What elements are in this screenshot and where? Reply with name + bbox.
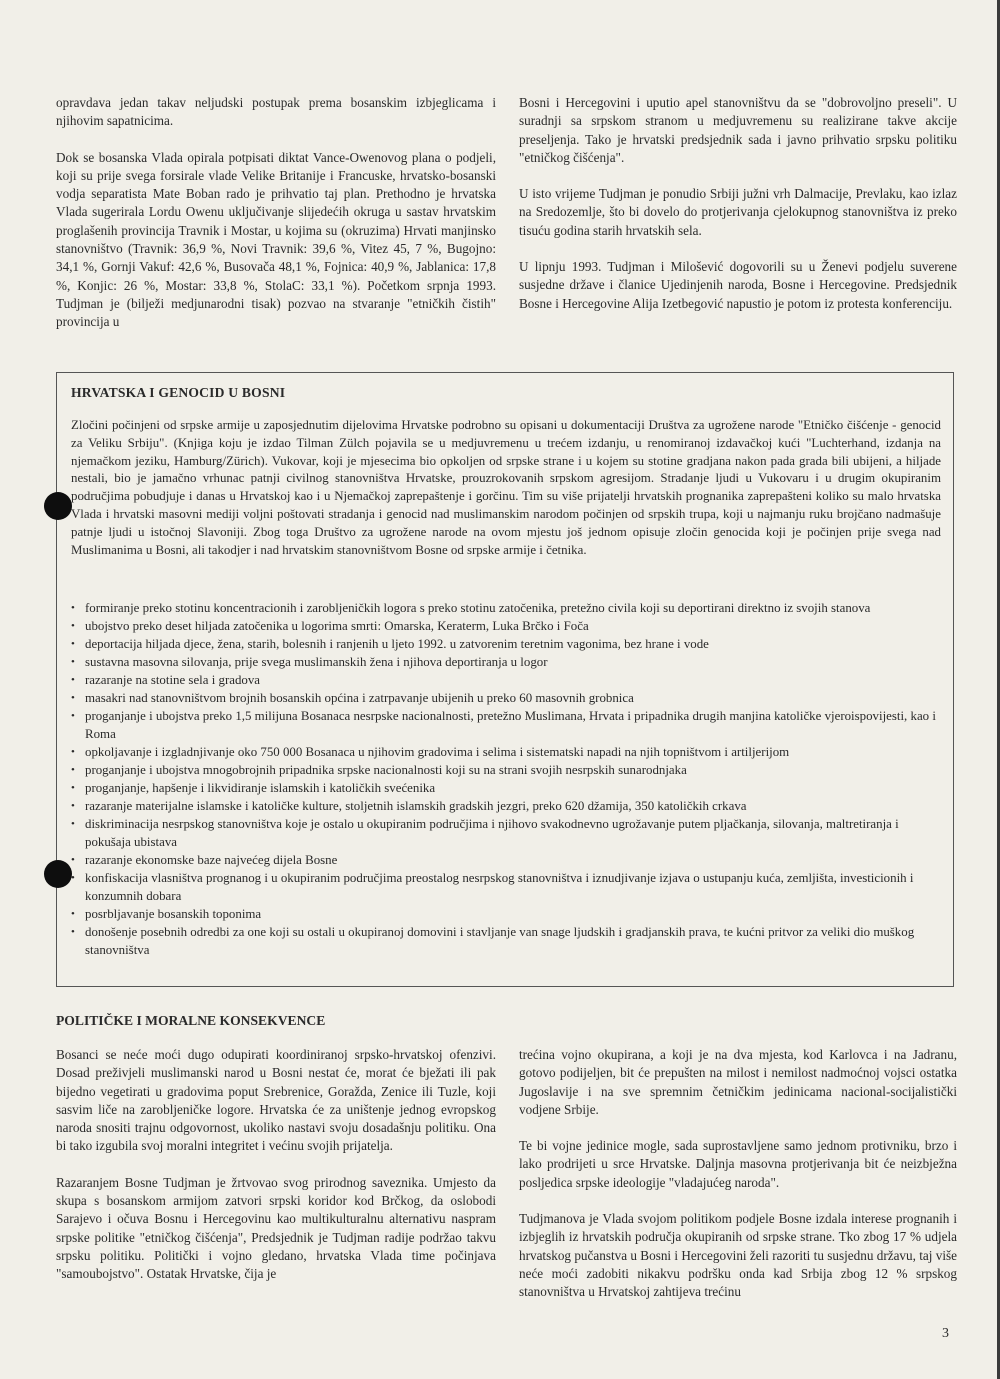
list-item: • donošenje posebnih odredbi za one koji su ostali u okupiranoj domovini i stavljanje van snage ljudskih i gradjanskih prava, te kućni pritvor za veliki dio muškog stanovništva: [71, 923, 943, 959]
list-item: • proganjanje i ubojstva mnogobrojnih pripadnika srpske nacionalnosti koji su na strani svojih nesrpskih sunarodnjaka: [71, 761, 943, 779]
list-item: • ubojstvo preko deset hiljada zatočenika u logorima smrti: Omarska, Keraterm, Luka Brčko i Foča: [71, 617, 943, 635]
list-item: • razaranje na stotine sela i gradova: [71, 671, 943, 689]
genocide-info-box: [56, 372, 954, 987]
top-left-column: [56, 94, 496, 350]
list-item: • proganjanje i ubojstva preko 1,5 milijuna Bosanaca nesrpske nacionalnosti, pretežno Muslimana, Hrvata i pripadnika drugih manjina katoličke vjeroispovijesti, kao i Roma: [71, 707, 943, 743]
list-item: • konfiskacija vlasništva prognanog i u okupiranim područjima preostalog nesrpskog stanovništva i iznudjivanje izjava o ustupanju kuća, zemljišta, investicionih i konzumnih dobara: [71, 869, 943, 905]
paragraph: Tudjmanova je Vlada svojom politikom podjele Bosne izdala interese prognanih i izbjeglih iz hrvatskih područja okupiranih od srpske strane. Tko zbog 17 % udjela hrvatskog pučanstva u Bosni i Hercegovini želi razoriti tu susjednu državu, taj više neće moći zadobiti nikakvu podršku onda kad Srbija zbog 12 % srpskog stanovništva u Hrvatskoj zahtijeva trećinu: [519, 1211, 957, 1300]
list-item: • posrbljavanje bosanskih toponima: [71, 905, 943, 923]
paragraph: U lipnju 1993. Tudjman i Milošević dogovorili su u Ženevi podjelu suverene susjedne države i članice Ujedinjenih naroda, Bosne i Hercegovine. Predsjednik Bosne i Hercegovine Alija Izetbegović napustio je potom iz protesta konferenciju.: [519, 259, 957, 311]
box-intro-paragraph: Zločini počinjeni od srpske armije u zaposjednutim dijelovima Hrvatske podrobno su opisani u dokumentaciji Društva za ugrožene narode "Etničko čišćenje - genocid za Veliku Srbiju". (Knjiga koju je izdao Tilman Zülch pojavila se u medjuvremenu u trećem izdanju, u renomiranoj izdavačkoj kući "Luchterhand, izdanja na njemačkom jeziku, Hamburg/Zürich). Vukovar, koji je mjesecima bio opkoljen od srpske strane i u kojem su stotine gradjana nakon pada grada bili ubijeni, a hiljade nestali, bio je jamačno vrhunac patnji civilnog stanovništva Hrvatske, prouzrokovanih srpskom agresijom. Stradanje ljudi u Vukovaru i u drugim okupiranim područjima pobudjuje i danas u Hrvatskoj kao i u Njemačkoj zaprepaštenje i gorčinu. Tim su više prijatelji hrvatskih prognanika zaprepašteni koliko su malo hrvatska Vlada i hrvatski masovni mediji voljni poštovati stradanja i genocid nad muslimanskim narodom počinjen od srpskih trupa, koji u najmanju ruku brojčano nadmašuje patnje ljudi u istočnoj Slavoniji. Zbog toga Društvo za ugrožene narode na ovom mjestu još jednom opisuje zločin genocida koji je počinjen prije svega nad Muslimanima u Bosni, ali takodjer i nad hrvatskim stanovništvom Bosne od srpske armije i četnika.: [71, 418, 941, 557]
binder-hole-mark: [44, 492, 72, 520]
paragraph: trećina vojno okupirana, a koji je na dva mjesta, kod Karlovca i na Jadranu, gotovo podijeljen, bit će prepušten na milost i nemilost nadmoćnoj vojsci ostatka Jugoslavije i na sve spremnim četničkim jedinicama nacional-socijalistički vodjene Srbije.: [519, 1047, 957, 1117]
paragraph: Razaranjem Bosne Tudjman je žrtvovao svog prirodnog saveznika. Umjesto da skupa s bosanskom armijom zatvori srpski koridor kod Brčkog, da oslobodi Sarajevo i očuva Bosnu i Hercegovinu kao multikulturalnu alternativu naspram srpske politike "etničkog čišćenja", Predsjednik je Tudjman radije podržao takvu srpsku politiku. Politički i vojno gledano, hrvatska Vlada time počinjava "samoubojstvo". Ostatak Hrvatske, čija je: [56, 1174, 496, 1282]
section-heading: POLITIČKE I MORALNE KONSEKVENCE: [56, 1013, 326, 1028]
list-item: • sustavna masovna silovanja, prije svega muslimanskih žena i njihova deportiranja u logor: [71, 653, 943, 671]
list-item: • diskriminacija nesrpskog stanovništva koje je ostalo u okupiranim područjima i njihovo svakodnevno ugrožavanje putem pljačkanja, silovanja, maltretiranja i pokušaja ubistava: [71, 815, 943, 851]
page-number: 3: [942, 1326, 949, 1341]
paragraph: Bosanci se neće moći dugo odupirati koordiniranoj srpsko-hrvatskoj ofenzivi. Dosad preživjeli muslimanski narod u Bosni nestat će, morat će bježati ili pak bijedno vegetirati u gradovima poput Srebrenice, Goražda, Zenice ili Tuzle, koji sasvim liče na zarobljeničke logore. Hrvatska će za uništenje jednog evropskog naroda snositi trajnu odgovornost, ukoliko nastavi svoju dosadašnju politiku. Ona bi tako izgubila svoj moralni integritet i većinu svojih prijatelja.: [56, 1047, 496, 1154]
crimes-list: [71, 599, 943, 959]
list-item: • deportacija hiljada djece, žena, starih, bolesnih i ranjenih u ljeto 1992. u zatvorenim teretnim vagonima, bez hrane i vode: [71, 635, 943, 653]
binder-hole-mark: [44, 860, 72, 888]
paragraph: opravdava jedan takav neljudski postupak prema bosanskim izbjeglicama i njihovim sapatnicima.: [56, 95, 496, 129]
paragraph: Te bi vojne jedinice mogle, sada suprostavljene samo jednom protivniku, brzo i lako prodrijeti u srce Hrvatske. Daljnja masovna protjerivanja bit će neizbježna posljedica srpske ideologije "vladajućeg naroda".: [519, 1138, 957, 1190]
list-item: • formiranje preko stotinu koncentracionih i zarobljeničkih logora s preko stotinu zatočenika, pretežno civila koji su deportirani direktno iz svojih stanova: [71, 599, 943, 617]
list-item: • razaranje ekonomske baze najvećeg dijela Bosne: [71, 851, 943, 869]
list-item: • opkoljavanje i izgladnjivanje oko 750 000 Bosanaca u njihovim gradovima i selima i sistematski napadi na njih topništvom i artiljerijom: [71, 743, 943, 761]
paragraph: Dok se bosanska Vlada opirala potpisati diktat Vance-Owenovog plana o podjeli, koji su prije svega forsirale vlade Velike Britanije i Francuske, hrvatsko-bosanski vodja separatista Mate Boban rado je prihvatio taj plan. Prethodno je hrvatska Vlada sugerirala Lordu Owenu uključivanje slijedećih okruga u sastav hrvatskim proglašenih provincija Travnik i Mostar, u kojima su (okruzima) Hrvati manjinsko stanovništvo (Travnik: 36,9 %, Novi Travnik: 39,6 %, Vitez 45, 7 %, Bugojno: 34,1 %, Gornji Vakuf: 42,6 %, Busovača 48,1 %, Fojnica: 40,9 %, Jablanica: 17,8 %, Konjic: 26 %, Mostar: 33,8 %, StolaC: 33,1 %). Početkom srpnja 1993. Tudjman je (bilježi medjunarodni tisak) pozvao na stvaranje "etničkih čistih" provincija u: [56, 149, 496, 330]
bottom-left-column: [56, 1046, 496, 1302]
list-item: • masakri nad stanovništvom brojnih bosanskih općina i zatrpavanje ubijenih u preko 60 masovnih grobnica: [71, 689, 943, 707]
box-title: HRVATSKA I GENOCID U BOSNI: [71, 385, 286, 400]
paragraph: Bosni i Hercegovini i uputio apel stanovništvu da se "dobrovoljno preseli". U suradnji sa srpskom stranom u medjuvremenu su realizirane takve akcije preseljenja. Tako je hrvatski predsjednik sada i javno prihvatio srpsku politiku "etničkog čišćenja".: [519, 95, 957, 165]
bottom-right-column: [519, 1046, 957, 1320]
list-item: • proganjanje, hapšenje i likvidiranje islamskih i katoličkih svećenika: [71, 779, 943, 797]
top-right-column: [519, 94, 957, 331]
paragraph: U isto vrijeme Tudjman je ponudio Srbiji južni vrh Dalmacije, Prevlaku, kao izlaz na Sredozemlje, što bi dovelo do protjerivanja cjelokupnog stanovništva iz preko tisuću godina starih hrvatskih sela.: [519, 186, 957, 238]
list-item: • razaranje materijalne islamske i katoličke kulture, stoljetnih islamskih gradskih jezgri, preko 620 džamija, 350 katoličkih crkava: [71, 797, 943, 815]
